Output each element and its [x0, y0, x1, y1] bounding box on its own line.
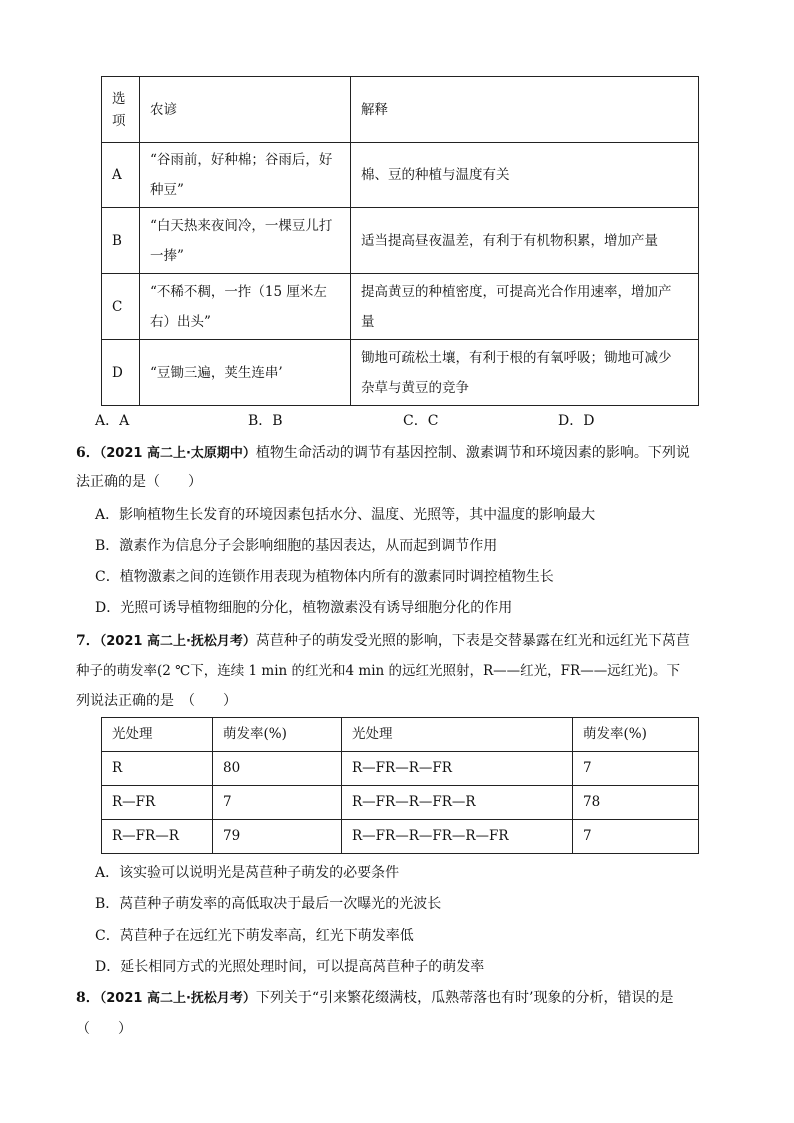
table-header-cell: 解释	[351, 77, 699, 143]
table-row	[102, 208, 699, 274]
question-source: （2021 高二上·太原期中）	[99, 446, 256, 461]
q7-option-d[interactable]: D．延长相同方式的光照处理时间，可以提高莴苣种子的萌发率	[95, 959, 485, 975]
table-row	[102, 340, 699, 406]
table-header-cell: 农谚	[140, 77, 351, 143]
q8-stem	[76, 988, 674, 1009]
table-header-cell: 光处理	[342, 718, 573, 752]
question-number: 8．	[76, 990, 100, 1006]
table-cell: 78	[573, 786, 699, 820]
table-cell: R—FR—R—FR	[342, 752, 573, 786]
q5-option-c[interactable]: C．C	[403, 413, 439, 429]
proverb-line: 右）出头”	[150, 313, 211, 330]
explain-cell: 适当提高昼夜温差，有利于有机物积累，增加产量	[351, 208, 699, 274]
table-cell: 7	[573, 752, 699, 786]
table-cell: 80	[213, 752, 342, 786]
q6-option-b[interactable]: B．激素作为信息分子会影响细胞的基因表达，从而起到调节作用	[95, 538, 498, 554]
table-cell: 7	[213, 786, 342, 820]
q7-option-c[interactable]: C．莴苣种子在远红光下萌发率高，红光下萌发率低	[95, 928, 414, 944]
option-cell: A	[102, 143, 140, 208]
explain-cell	[351, 340, 699, 406]
table-cell: 7	[573, 820, 699, 854]
proverb-cell	[140, 274, 351, 340]
q5-option-d[interactable]: D．D	[558, 413, 595, 429]
table-cell: R—FR—R—FR—R	[342, 786, 573, 820]
explain-line: 杂草与黄豆的竞争	[361, 379, 469, 396]
table-header-cell: 萌发率(%)	[573, 718, 699, 752]
question-number: 6．	[76, 445, 100, 461]
option-cell: D	[102, 340, 140, 406]
table-cell: 79	[213, 820, 342, 854]
proverb-cell	[140, 143, 351, 208]
question-number: 7．	[76, 633, 100, 649]
q6-stem	[76, 443, 690, 464]
proverb-cell	[140, 208, 351, 274]
table-header-row	[102, 77, 699, 143]
explain-line: 提高黄豆的种植密度，可提高光合作用速率，增加产	[361, 283, 672, 300]
table-row	[102, 274, 699, 340]
explain-cell	[351, 274, 699, 340]
q6-stem-cont: 法正确的是（ ）	[76, 474, 202, 490]
proverb-line: “谷雨前，好种棉；谷雨后，好	[150, 152, 333, 168]
proverb-line: 种豆”	[150, 182, 184, 198]
question-text: 莴苣种子的萌发受光照的影响，下表是交替暴露在红光和远红光下莴苣	[255, 633, 690, 649]
table-cell: R—FR—R	[102, 820, 213, 854]
header-option-l1: 选	[112, 90, 126, 107]
question-source: （2021 高二上·抚松月考）	[99, 991, 256, 1006]
q7-stem-cont2: 列说法正确的是 （ ）	[76, 693, 237, 709]
table-cell: R—FR—R—FR—R—FR	[342, 820, 573, 854]
table-row	[102, 786, 699, 820]
option-cell: B	[102, 208, 140, 274]
proverb-line: “不稀不稠，一拃（15 厘米左	[150, 283, 327, 300]
q7-option-b[interactable]: B．莴苣种子萌发率的高低取决于最后一次曝光的光波长	[95, 896, 442, 912]
explain-line: 锄地可疏松土壤，有利于根的有氧呼吸；锄地可减少	[361, 349, 672, 366]
question-text: 植物生命活动的调节有基因控制、激素调节和环境因素的影响。下列说	[255, 445, 690, 461]
option-cell: C	[102, 274, 140, 340]
q6-option-d[interactable]: D．光照可诱导植物细胞的分化，植物激素没有诱导细胞分化的作用	[95, 600, 513, 616]
q7-option-a[interactable]: A．该实验可以说明光是莴苣种子萌发的必要条件	[95, 865, 400, 881]
proverb-line: 一捧”	[150, 247, 184, 264]
table-header-cell: 光处理	[102, 718, 213, 752]
q5-option-b[interactable]: B．B	[248, 413, 283, 429]
proverb-table	[101, 76, 699, 406]
table-header-cell: 萌发率(%)	[213, 718, 342, 752]
header-option-l2: 项	[112, 112, 126, 129]
question-text: 下列关于“引来繁花缀满枝，瓜熟蒂落也有时’现象的分析，错误的是	[255, 990, 674, 1006]
q8-stem-cont: （ ）	[76, 1021, 132, 1037]
q7-stem	[76, 631, 690, 652]
table-header-row	[102, 718, 699, 752]
explain-line: 量	[361, 313, 375, 330]
table-row	[102, 143, 699, 208]
q6-option-c[interactable]: C．植物激素之间的连锁作用表现为植物体内所有的激素同时调控植物生长	[95, 569, 554, 585]
proverb-line: “白天热来夜间冷，一棵豆儿打	[150, 217, 333, 234]
germination-table	[101, 717, 699, 854]
table-cell: R	[102, 752, 213, 786]
table-row	[102, 752, 699, 786]
q6-option-a[interactable]: A．影响植物生长发育的环境因素包括水分、温度、光照等，其中温度的影响最大	[95, 507, 596, 523]
q7-stem-cont: 种子的萌发率(2 ℃下，连续 1 min 的红光和4 min 的远红光照射，R——红光，FR——远红光)。下	[76, 663, 680, 679]
explain-cell: 棉、豆的种植与温度有关	[351, 143, 699, 208]
question-source: （2021 高二上·抚松月考）	[99, 634, 256, 649]
q5-option-a[interactable]: A．A	[95, 413, 130, 429]
proverb-cell: “豆锄三遍，荚生连串’	[140, 340, 351, 406]
table-header-cell	[102, 77, 140, 143]
table-row	[102, 820, 699, 854]
table-cell: R—FR	[102, 786, 213, 820]
